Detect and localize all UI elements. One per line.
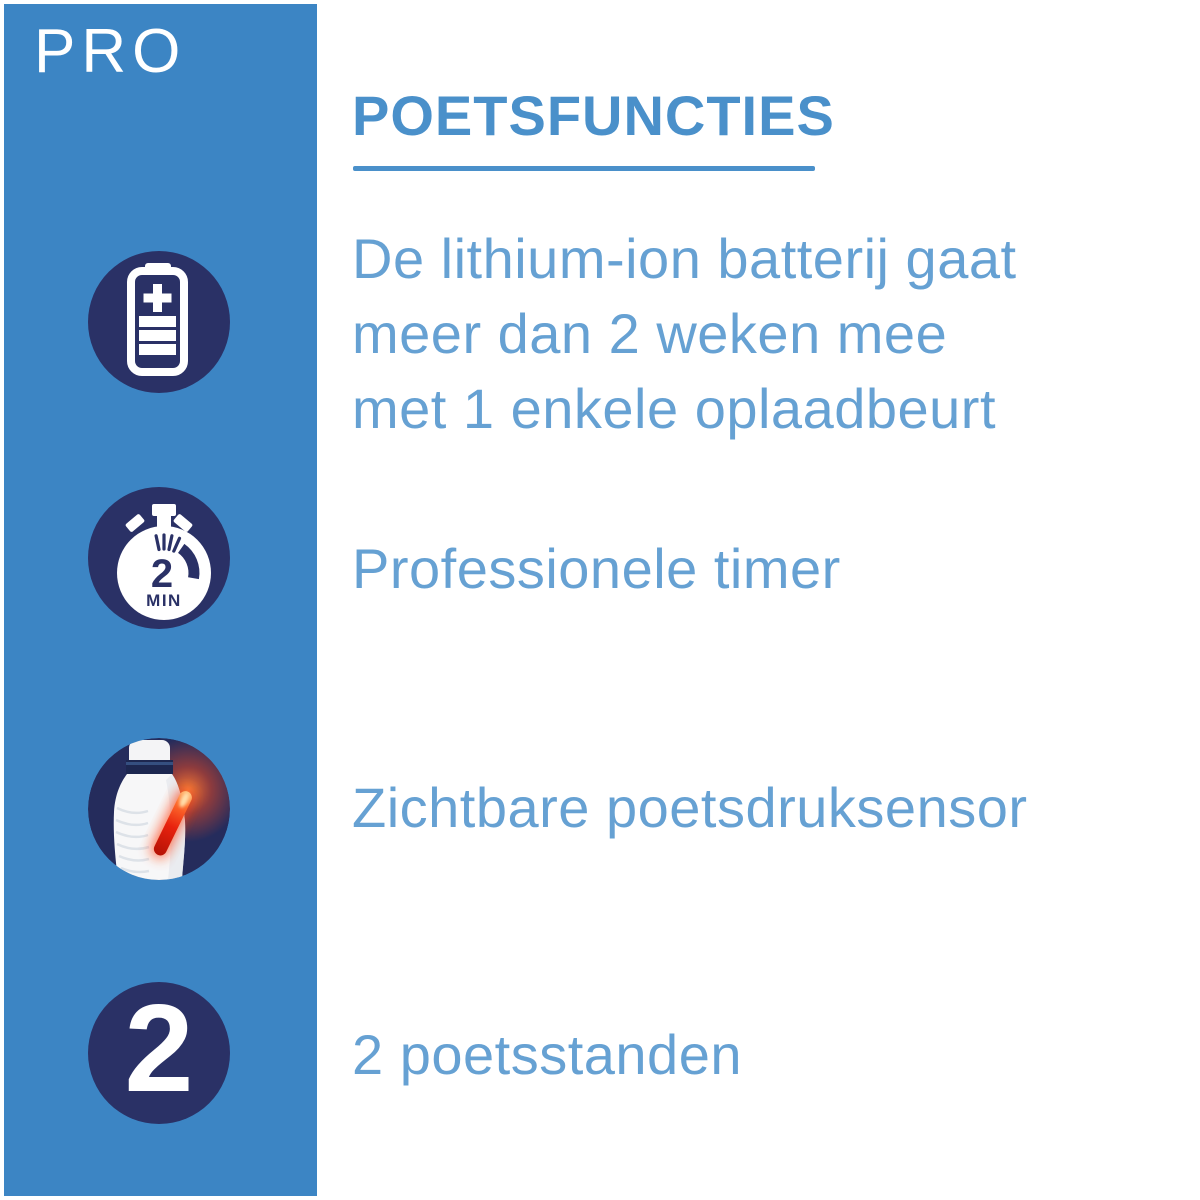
feature-text-sensor: Zichtbare poetsdruksensor: [352, 776, 1028, 839]
title-underline: [353, 166, 815, 171]
brand-label: PRO: [34, 17, 187, 86]
feature-text-battery: [352, 221, 1017, 446]
stopwatch-icon: [88, 487, 230, 629]
feature-text-modes: 2 poetsstanden: [352, 1023, 742, 1086]
battery-charging-icon: [88, 251, 230, 393]
page-title: POETSFUNCTIES: [352, 84, 835, 147]
feature-text-line: meer dan 2 weken mee: [352, 302, 948, 365]
feature-text-line: met 1 enkele oplaadbeurt: [352, 377, 996, 440]
number-2-badge-icon: [88, 982, 230, 1124]
feature-text-line: De lithium-ion batterij gaat: [352, 227, 1017, 290]
pressure-sensor-photo-icon: [88, 738, 230, 880]
stopwatch-value: 2: [150, 552, 174, 596]
feature-text-timer: Professionele timer: [352, 537, 841, 600]
stopwatch-unit: MIN: [146, 591, 182, 610]
badge-number: 2: [124, 980, 194, 1118]
